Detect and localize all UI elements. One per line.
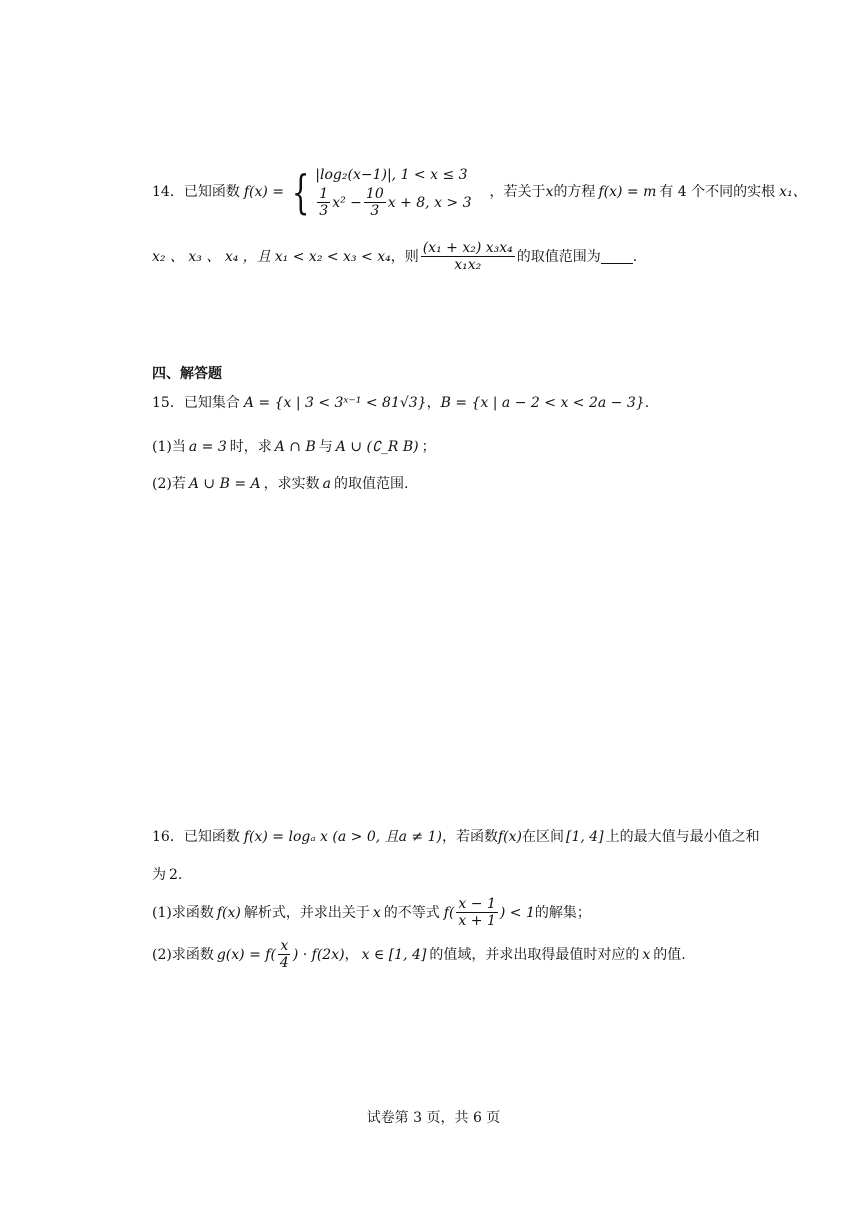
q16-part2: (2)求函数 g(x) = f( $\frac{x}{4}$ ) · f(2x) ， x ∈ [1, 4] 的值域，并求出取得最值时对应的 x 的值. [152,938,686,971]
q15-part2: (2)若 A ∪ B = A ，求实数 a 的取值范围. [152,476,409,492]
q14-brace: { [291,164,310,219]
q16-part1: (1)求函数 f(x) 解析式，并求出关于 x 的不等式 f( $\frac{x - 1}{x + 1}$ ) < 1 的解集； [152,896,591,929]
section-title: 四、解答题 [152,366,222,382]
q14-line2: x₂ 、 x₃ 、 x₄ ，且 x₁ < x₂ < x₃ < x₄ ，则 $\frac{\text{(x₁ + x₂) x₃x₄}}{\text{x₁x₂}}$ 的取值范围为 . [152,240,638,273]
q16-ineq-fraction: $\frac{x - 1}{x + 1}$ [458,896,496,929]
q16-stem-line2: 为 2. [152,867,183,883]
q14-case2: $\frac{1}{3}$ x² − $\frac{10}{3}$ x + 8, x > 3 [319,186,472,219]
q14-vars: x₂ 、 x₃ 、 x₄ ，且 [152,248,271,265]
q14-case2-frac2: $\frac{10}{3}$ [365,186,384,219]
page-footer: 试卷第 3 页，共 6 页 [366,1110,501,1126]
q14-line1: 14． 已知函数 f(x) = { |log₂(x−1)|, 1 < x ≤ 3 $\frac{1}{3}$ x² − $\frac{10}{3}$ x + 8, x > 3 ，若关于 x 的方程 f(x) = m 有 4 个不同的实根 x₁、 [152,164,807,219]
q14-order: x₁ < x₂ < x₃ < x₄ [274,248,391,265]
q16-g-fraction: $\frac{x}{4}$ [279,938,289,971]
q14-case1: |log₂(x−1)|, 1 < x ≤ 3 [315,167,468,183]
answer-blank[interactable] [601,249,633,264]
q15-setA: A = {x | 3 < 3ˣ⁻¹ < 81√3} [243,395,427,411]
q14-fx: f(x) = [243,183,285,200]
q14-expression: $\frac{\text{(x₁ + x₂) x₃x₄}}{\text{x₁x₂}}$ [422,240,513,273]
q16-stem: 16．已知函数 f(x) = logₐ x (a > 0, 且a ≠ 1)，若函数f(x)在区间 [1, 4] 上的最大值与最小值之和 [152,829,760,845]
q14-case2-frac1: $\frac{1}{3}$ [319,186,329,219]
q14-lead: 已知函数 [183,183,240,200]
q15-part1: (1)当 a = 3 时，求 A ∩ B 与 A ∪ (∁_R B) ； [152,439,436,455]
q14-number: 14． [152,183,184,200]
q15-setB: B = {x | a − 2 < x < 2a − 3} [440,395,645,411]
q14-cases [315,164,471,219]
q15-stem: 15．已知集合 A = {x | 3 < 3ˣ⁻¹ < 81√3}，B = {x | a − 2 < x < 2a − 3}. [152,395,650,411]
